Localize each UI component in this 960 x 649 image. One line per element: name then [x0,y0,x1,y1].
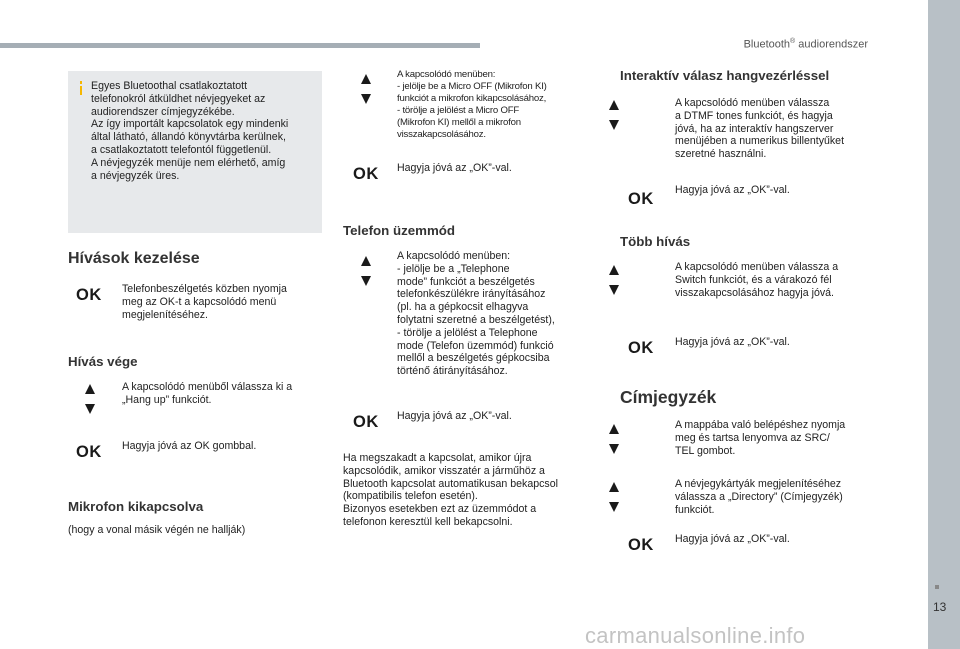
header-title: Bluetooth [743,38,791,51]
running-header [744,38,868,51]
mute-ok-text: Hagyja jóvá az „OK”-val. [397,162,512,174]
page-edge-sidebar [928,0,960,649]
section-title-interactive-voice: Interaktív válasz hangvezérléssel [620,68,830,83]
info-icon-gap [80,84,82,86]
ok-button-icon: OK [353,413,379,431]
arrow-up-icon [609,482,619,492]
directory-contacts-text: A névjegykártyák megjelenítéséhez válassza a „Directory” (Címjegyzék) funkciót. [675,478,843,516]
arrow-up-icon [609,424,619,434]
telephone-mode-text: A kapcsolódó menüben: - jelölje be a „Telephone mode” funkciót a beszélgetés telefonkészülékre irányításához (pl. ha a gépkocsit elhagyva folytatni szeretné a beszélgetést), - törölje a jelölést a Telephone mode (Telefon üzemmód) funkció mellől a beszélgetés gépkocsiba történő átirányításához. [397,250,555,378]
multiple-calls-text: A kapcsolódó menüben válassza a Switch funkciót, és a várakozó fél visszakapcsolásához hagyja jóvá. [675,261,839,299]
section-title-directory: Címjegyzék [620,387,717,407]
ok-button-icon: OK [628,190,654,208]
ok-button-icon: OK [76,286,102,304]
mute-text: (hogy a vonal másik végén ne hallják) [68,524,246,536]
interactive-voice-ok-text: Hagyja jóvá az „OK”-val. [675,184,790,196]
ok-button-icon: OK [628,339,654,357]
arrow-down-icon [361,276,371,286]
telephone-mode-ok-text: Hagyja jóvá az „OK”-val. [397,410,512,422]
arrow-down-icon [609,444,619,454]
interactive-voice-text: A kapcsolódó menüben válassza a DTMF tones funkciót, és hagyja jóvá, ha az interaktív hangszerver menüjében a numerikus billentyűket szeretné használni. [675,97,845,161]
page-number: 13 [933,600,947,614]
section-title-end-call: Hívás vége [68,354,138,369]
header-title-rest: audiorendszer [795,38,868,51]
arrow-up-icon [361,256,371,266]
info-note-box [68,71,322,233]
ok-button-icon: OK [76,443,102,461]
telephone-mode-note: Ha megszakadt a kapcsolat, amikor újra kapcsolódik, amikor visszatér a járműhöz a Bluetooth kapcsolat automatikusan bekapcsol (kompatibilis telefon esetén). Bizonyos esetekben ezt az üzemmódot a telefonon keresztül kell bekapcsolni. [343,452,558,528]
arrow-down-icon [609,120,619,130]
mute-menu-text: A kapcsolódó menüben: - jelölje be a Micro OFF (Mikrofon KI) funkciót a mikrofon kikapcsolásához, - törölje a jelölést a Micro OFF (Mikrofon KI) mellől a mikrofon visszakapcsolásához. [397,69,547,140]
arrow-down-icon [85,404,95,414]
directory-ok-text: Hagyja jóvá az „OK”-val. [675,533,790,545]
section-title-telephone-mode: Telefon üzemmód [343,223,456,238]
call-management-text: Telefonbeszélgetés közben nyomja meg az OK-t a kapcsolódó menü megjelenítéséhez. [122,283,287,321]
arrow-down-icon [609,285,619,295]
arrow-down-icon [361,94,371,104]
multiple-calls-ok-text: Hagyja jóvá az „OK”-val. [675,336,790,348]
section-title-mute: Mikrofon kikapcsolva [68,499,204,514]
arrow-up-icon [609,100,619,110]
end-call-ok-text: Hagyja jóvá az OK gombbal. [122,440,257,452]
end-call-text: A kapcsolódó menüből válassza ki a „Hang up” funkciót. [122,381,293,406]
arrow-up-icon [361,74,371,84]
section-title-multiple-calls: Több hívás [620,234,691,249]
ok-button-icon: OK [628,536,654,554]
directory-access-text: A mappába való belépéshez nyomja meg és tartsa lenyomva az SRC/ TEL gombot. [675,419,846,457]
watermark: carmanualsonline.info [585,623,806,648]
page-marker [935,585,939,589]
arrow-up-icon [85,384,95,394]
arrow-down-icon [609,502,619,512]
ok-button-icon: OK [353,165,379,183]
info-note-text: Egyes Bluetoothal csatlakoztatott telefonokról átküldhet névjegyeket az audiorendszer címjegyzékébe. Az így importált kapcsolatok egy mindenki által látható, állandó könyvtárba kerülnek, a csatlakoztatott telefontól függetlenül. A névjegyzék menüje nem elérhető, amíg a névjegyzék üres. [91,80,289,182]
header-rule [0,43,480,48]
registered-mark: ® [790,38,796,45]
arrow-up-icon [609,265,619,275]
section-title-call-management: Hívások kezelése [68,250,200,267]
